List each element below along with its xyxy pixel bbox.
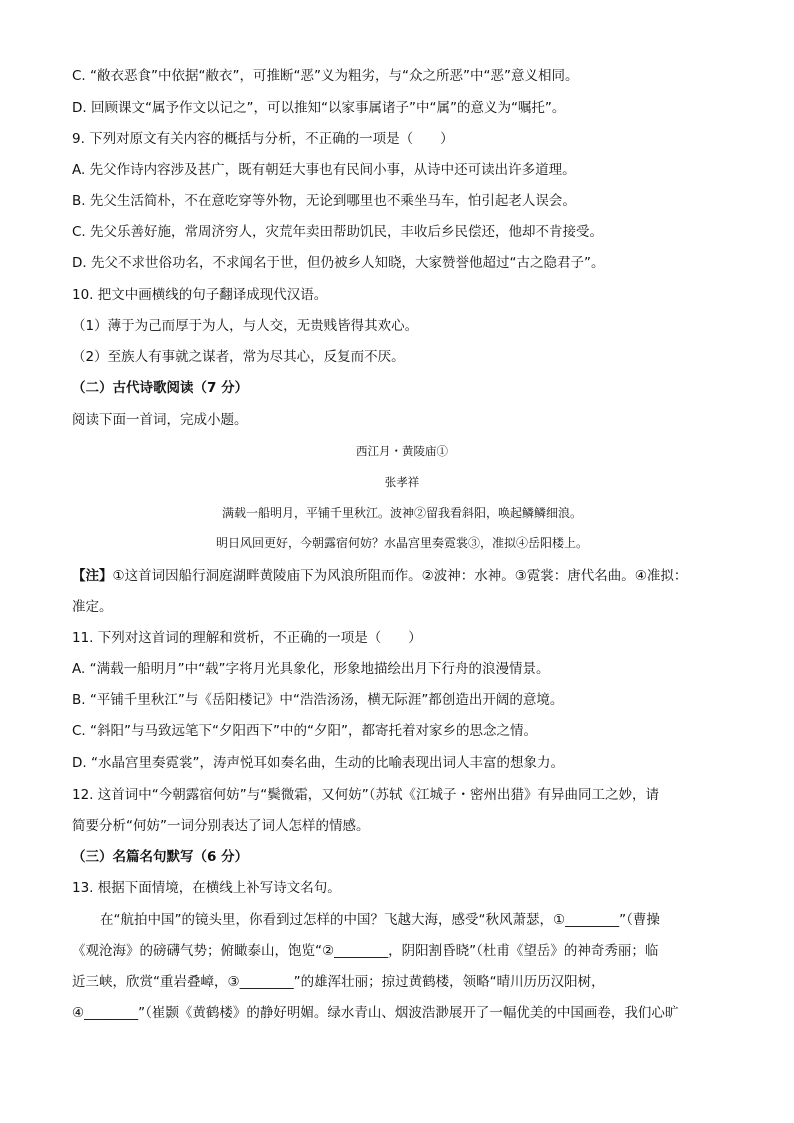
poem-note-continued: 准定。 xyxy=(72,599,113,615)
poem-title: 西江月・黄陵庙① xyxy=(356,444,448,458)
q8-option-c: C. “敝衣恶食”中依据“敝衣”，可推断“恶”义为粗劣，与“众之所恶”中“恶”意义相同。 xyxy=(72,68,579,84)
note-text: ①这首词因船行洞庭湖畔黄陵庙下为风浪所阻而作。②波神：水神。③霓裳：唐代名曲。④准拟： xyxy=(112,568,688,584)
q10-stem: 10. 把文中画横线的句子翻译成现代汉语。 xyxy=(72,287,328,303)
q12-line-1: 12. 这首词中“今朝露宿何妨”与“鬓微霜，又何妨”（苏轼《江城子・密州出猎》有异曲同工之妙，请 xyxy=(72,787,659,803)
q11-option-c: C. “斜阳”与马致远笔下“夕阳西下”中的“夕阳”，都寄托着对家乡的思念之情。 xyxy=(72,723,537,739)
q13-stem: 13. 根据下面情境，在横线上补写诗文名句。 xyxy=(72,880,341,896)
q11-stem: 11. 下列对这首词的理解和赏析，不正确的一项是（ ） xyxy=(72,630,422,646)
q11-option-d: D. “水晶宫里奏霓裳”，涛声悦耳如奏名曲，生动的比喻表现出词人丰富的想象力。 xyxy=(72,755,564,771)
section3-heading: （三）名篇名句默写（6 分） xyxy=(72,849,249,865)
q13-paragraph-line-1: 在“航拍中国”的镜头里，你看到过怎样的中国？飞越大海，感受“秋风萧瑟，①________”（曹操 xyxy=(100,912,660,928)
q11-option-a: A. “满载一船明月”中“载”字将月光具象化，形象地描绘出月下行舟的浪漫情景。 xyxy=(72,661,550,677)
q10-sentence-2: （2）至族人有事就之谋者，常为尽其心，反复而不厌。 xyxy=(72,349,405,365)
q8-option-d: D. 回顾课文“属予作文以记之”，可以推知“以家事属诸子”中“属”的意义为“嘱托”。 xyxy=(72,100,566,116)
note-label: 【注】 xyxy=(72,568,113,584)
q9-option-c: C. 先父乐善好施，常周济穷人，灾荒年卖田帮助饥民，丰收后乡民偿还，他却不肯接受。 xyxy=(72,224,604,240)
q13-paragraph-line-3: 近三峡，欣赏“重岩叠嶂，③________”的雄浑壮丽；掠过黄鹤楼，领略“晴川历历汉阳树， xyxy=(72,974,605,990)
q10-sentence-1: （1）薄于为己而厚于为人，与人交，无贵贱皆得其欢心。 xyxy=(72,318,419,334)
q13-paragraph-line-2: 《观沧海》的磅礴气势；俯瞰泰山，饱览“②________，阴阳割昏晓”（杜甫《望岳》的神奇秀丽；临 xyxy=(72,943,659,959)
q11-option-b: B. “平铺千里秋江”与《岳阳楼记》中“浩浩汤汤，横无际涯”都创造出开阔的意境。 xyxy=(72,692,564,708)
q13-paragraph-line-4: ④________”（崔颢《黄鹤楼》的静好明媚。绿水青山、烟波浩渺展开了一幅优美的中国画卷，我们心旷 xyxy=(72,1005,679,1021)
q9-option-d: D. 先父不求世俗功名，不求闻名于世，但仍被乡人知晓，大家赞誉他超过“古之隐君子”。 xyxy=(72,255,605,271)
poem-author: 张孝祥 xyxy=(384,475,420,489)
poem-line-1: 满载一船明月，平铺千里秋江。波神②留我看斜阳，唤起鳞鳞细浪。 xyxy=(221,506,582,520)
q9-option-a: A. 先父作诗内容涉及甚广，既有朝廷大事也有民间小事，从诗中还可读出许多道理。 xyxy=(72,162,576,178)
q9-stem: 9. 下列对原文有关内容的概括与分析，不正确的一项是（ ） xyxy=(72,131,454,147)
poem-line-2: 明日风回更好，今朝露宿何妨？水晶宫里奏霓裳③，准拟④岳阳楼上。 xyxy=(215,536,588,550)
q12-line-2: 简要分析“何妨”一词分别表达了词人怎样的情感。 xyxy=(72,818,370,834)
section2-heading: （二）古代诗歌阅读（7 分） xyxy=(72,380,249,396)
q9-option-b: B. 先父生活简朴，不在意吃穿等外物，无论到哪里也不乘坐马车，怕引起老人误会。 xyxy=(72,193,576,209)
poem-note xyxy=(72,566,732,586)
section2-intro: 阅读下面一首词，完成小题。 xyxy=(72,412,248,428)
